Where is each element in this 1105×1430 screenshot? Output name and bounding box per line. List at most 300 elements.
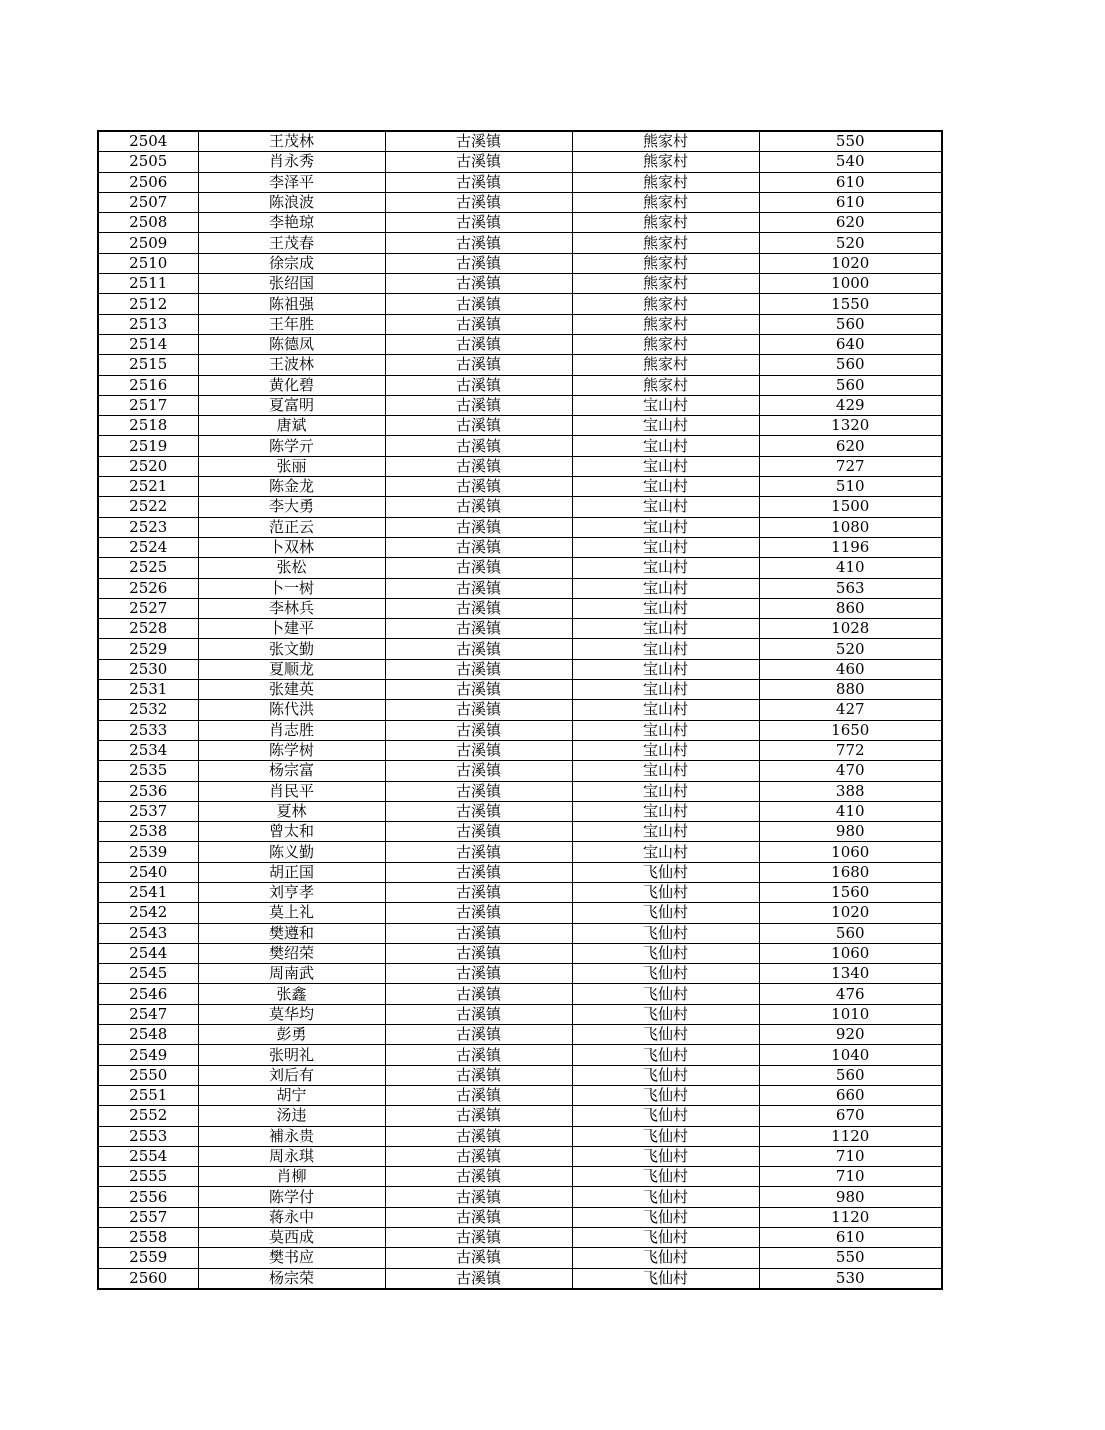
amount-cell: 670 — [759, 1106, 942, 1126]
town-cell: 古溪镇 — [385, 375, 572, 395]
name-cell: 陈金龙 — [198, 477, 385, 497]
town-cell: 古溪镇 — [385, 537, 572, 557]
town-cell: 古溪镇 — [385, 1004, 572, 1024]
table-row — [98, 131, 942, 152]
table-row — [98, 740, 942, 760]
village-cell: 熊家村 — [572, 274, 759, 294]
village-cell: 飞仙村 — [572, 943, 759, 963]
table-row — [98, 923, 942, 943]
amount-cell: 563 — [759, 578, 942, 598]
village-cell: 飞仙村 — [572, 1065, 759, 1085]
table-row — [98, 1146, 942, 1166]
village-cell: 飞仙村 — [572, 964, 759, 984]
amount-cell: 1340 — [759, 964, 942, 984]
amount-cell: 620 — [759, 436, 942, 456]
serial-number-cell: 2526 — [98, 578, 198, 598]
name-cell: 周南武 — [198, 964, 385, 984]
town-cell: 古溪镇 — [385, 659, 572, 679]
amount-cell: 1040 — [759, 1045, 942, 1065]
name-cell: 樊遵和 — [198, 923, 385, 943]
town-cell: 古溪镇 — [385, 720, 572, 740]
town-cell: 古溪镇 — [385, 233, 572, 253]
table-row — [98, 1004, 942, 1024]
town-cell: 古溪镇 — [385, 740, 572, 760]
amount-cell: 1120 — [759, 1126, 942, 1146]
serial-number-cell: 2508 — [98, 213, 198, 233]
town-cell: 古溪镇 — [385, 598, 572, 618]
serial-number-cell: 2531 — [98, 680, 198, 700]
village-cell: 宝山村 — [572, 477, 759, 497]
village-cell: 宝山村 — [572, 842, 759, 862]
table-row — [98, 416, 942, 436]
name-cell: 徐宗成 — [198, 253, 385, 273]
table-row — [98, 558, 942, 578]
table-row — [98, 822, 942, 842]
village-cell: 宝山村 — [572, 801, 759, 821]
serial-number-cell: 2553 — [98, 1126, 198, 1146]
table-row — [98, 943, 942, 963]
town-cell: 古溪镇 — [385, 497, 572, 517]
serial-number-cell: 2505 — [98, 152, 198, 172]
table-row — [98, 1248, 942, 1268]
village-cell: 飞仙村 — [572, 923, 759, 943]
town-cell: 古溪镇 — [385, 1126, 572, 1146]
serial-number-cell: 2539 — [98, 842, 198, 862]
village-cell: 熊家村 — [572, 213, 759, 233]
amount-cell: 1020 — [759, 903, 942, 923]
table-row — [98, 213, 942, 233]
serial-number-cell: 2559 — [98, 1248, 198, 1268]
town-cell: 古溪镇 — [385, 1167, 572, 1187]
serial-number-cell: 2528 — [98, 619, 198, 639]
table-row — [98, 233, 942, 253]
village-cell: 熊家村 — [572, 172, 759, 192]
table-row — [98, 1207, 942, 1227]
village-cell: 飞仙村 — [572, 1146, 759, 1166]
serial-number-cell: 2521 — [98, 477, 198, 497]
amount-cell: 1060 — [759, 842, 942, 862]
amount-cell: 1680 — [759, 862, 942, 882]
serial-number-cell: 2522 — [98, 497, 198, 517]
amount-cell: 427 — [759, 700, 942, 720]
table-row — [98, 294, 942, 314]
table-row — [98, 1126, 942, 1146]
table-row — [98, 436, 942, 456]
name-cell: 陈学树 — [198, 740, 385, 760]
serial-number-cell: 2532 — [98, 700, 198, 720]
amount-cell: 1028 — [759, 619, 942, 639]
name-cell: 刘后有 — [198, 1065, 385, 1085]
name-cell: 刘亨孝 — [198, 882, 385, 902]
amount-cell: 920 — [759, 1025, 942, 1045]
town-cell: 古溪镇 — [385, 558, 572, 578]
serial-number-cell: 2516 — [98, 375, 198, 395]
serial-number-cell: 2525 — [98, 558, 198, 578]
name-cell: 汤违 — [198, 1106, 385, 1126]
amount-cell: 560 — [759, 375, 942, 395]
table-row — [98, 1045, 942, 1065]
name-cell: 胡宁 — [198, 1085, 385, 1105]
name-cell: 陈学付 — [198, 1187, 385, 1207]
village-cell: 熊家村 — [572, 314, 759, 334]
amount-cell: 388 — [759, 781, 942, 801]
name-cell: 陈浪波 — [198, 192, 385, 212]
village-cell: 熊家村 — [572, 355, 759, 375]
town-cell: 古溪镇 — [385, 1228, 572, 1248]
table-row — [98, 862, 942, 882]
name-cell: 卜建平 — [198, 619, 385, 639]
amount-cell: 1060 — [759, 943, 942, 963]
town-cell: 古溪镇 — [385, 1187, 572, 1207]
serial-number-cell: 2506 — [98, 172, 198, 192]
amount-cell: 560 — [759, 355, 942, 375]
village-cell: 熊家村 — [572, 233, 759, 253]
amount-cell: 610 — [759, 1228, 942, 1248]
town-cell: 古溪镇 — [385, 1207, 572, 1227]
serial-number-cell: 2557 — [98, 1207, 198, 1227]
village-cell: 熊家村 — [572, 131, 759, 152]
name-cell: 王波林 — [198, 355, 385, 375]
town-cell: 古溪镇 — [385, 984, 572, 1004]
town-cell: 古溪镇 — [385, 1146, 572, 1166]
table-row — [98, 598, 942, 618]
town-cell: 古溪镇 — [385, 700, 572, 720]
name-cell: 夏富明 — [198, 395, 385, 415]
village-cell: 宝山村 — [572, 740, 759, 760]
table-row — [98, 274, 942, 294]
village-cell: 宝山村 — [572, 558, 759, 578]
serial-number-cell: 2513 — [98, 314, 198, 334]
table-row — [98, 334, 942, 354]
village-cell: 熊家村 — [572, 152, 759, 172]
village-cell: 飞仙村 — [572, 862, 759, 882]
town-cell: 古溪镇 — [385, 822, 572, 842]
table-row — [98, 720, 942, 740]
village-cell: 宝山村 — [572, 639, 759, 659]
village-cell: 熊家村 — [572, 294, 759, 314]
name-cell: 张鑫 — [198, 984, 385, 1004]
town-cell: 古溪镇 — [385, 842, 572, 862]
village-cell: 宝山村 — [572, 781, 759, 801]
table-row — [98, 680, 942, 700]
table-row — [98, 781, 942, 801]
amount-cell: 1550 — [759, 294, 942, 314]
serial-number-cell: 2518 — [98, 416, 198, 436]
village-cell: 飞仙村 — [572, 1025, 759, 1045]
town-cell: 古溪镇 — [385, 619, 572, 639]
name-cell: 张明礼 — [198, 1045, 385, 1065]
name-cell: 王茂春 — [198, 233, 385, 253]
town-cell: 古溪镇 — [385, 903, 572, 923]
village-cell: 熊家村 — [572, 375, 759, 395]
name-cell: 陈德凤 — [198, 334, 385, 354]
town-cell: 古溪镇 — [385, 761, 572, 781]
village-cell: 飞仙村 — [572, 1268, 759, 1289]
village-cell: 飞仙村 — [572, 1045, 759, 1065]
roster-table-body — [98, 131, 942, 1289]
table-row — [98, 355, 942, 375]
amount-cell: 980 — [759, 1187, 942, 1207]
amount-cell: 550 — [759, 1248, 942, 1268]
amount-cell: 520 — [759, 233, 942, 253]
town-cell: 古溪镇 — [385, 355, 572, 375]
amount-cell: 1320 — [759, 416, 942, 436]
table-row — [98, 253, 942, 273]
serial-number-cell: 2550 — [98, 1065, 198, 1085]
table-row — [98, 903, 942, 923]
amount-cell: 1500 — [759, 497, 942, 517]
table-row — [98, 477, 942, 497]
serial-number-cell: 2551 — [98, 1085, 198, 1105]
table-row — [98, 314, 942, 334]
town-cell: 古溪镇 — [385, 1106, 572, 1126]
village-cell: 熊家村 — [572, 253, 759, 273]
village-cell: 飞仙村 — [572, 1207, 759, 1227]
town-cell: 古溪镇 — [385, 334, 572, 354]
amount-cell: 530 — [759, 1268, 942, 1289]
serial-number-cell: 2519 — [98, 436, 198, 456]
village-cell: 宝山村 — [572, 680, 759, 700]
name-cell: 唐斌 — [198, 416, 385, 436]
amount-cell: 772 — [759, 740, 942, 760]
serial-number-cell: 2527 — [98, 598, 198, 618]
town-cell: 古溪镇 — [385, 1045, 572, 1065]
serial-number-cell: 2552 — [98, 1106, 198, 1126]
name-cell: 杨宗富 — [198, 761, 385, 781]
amount-cell: 510 — [759, 477, 942, 497]
amount-cell: 620 — [759, 213, 942, 233]
serial-number-cell: 2546 — [98, 984, 198, 1004]
serial-number-cell: 2520 — [98, 456, 198, 476]
amount-cell: 410 — [759, 801, 942, 821]
village-cell: 飞仙村 — [572, 1187, 759, 1207]
town-cell: 古溪镇 — [385, 253, 572, 273]
town-cell: 古溪镇 — [385, 882, 572, 902]
town-cell: 古溪镇 — [385, 416, 572, 436]
name-cell: 陈祖强 — [198, 294, 385, 314]
village-cell: 宝山村 — [572, 659, 759, 679]
town-cell: 古溪镇 — [385, 192, 572, 212]
amount-cell: 1080 — [759, 517, 942, 537]
town-cell: 古溪镇 — [385, 964, 572, 984]
serial-number-cell: 2560 — [98, 1268, 198, 1289]
town-cell: 古溪镇 — [385, 862, 572, 882]
name-cell: 卜双林 — [198, 537, 385, 557]
village-cell: 宝山村 — [572, 700, 759, 720]
serial-number-cell: 2536 — [98, 781, 198, 801]
serial-number-cell: 2555 — [98, 1167, 198, 1187]
name-cell: 李大勇 — [198, 497, 385, 517]
name-cell: 杨宗荣 — [198, 1268, 385, 1289]
name-cell: 莫西成 — [198, 1228, 385, 1248]
town-cell: 古溪镇 — [385, 314, 572, 334]
amount-cell: 710 — [759, 1146, 942, 1166]
amount-cell: 980 — [759, 822, 942, 842]
roster-table — [97, 130, 943, 1290]
name-cell: 樊书应 — [198, 1248, 385, 1268]
serial-number-cell: 2548 — [98, 1025, 198, 1045]
name-cell: 张丽 — [198, 456, 385, 476]
serial-number-cell: 2510 — [98, 253, 198, 273]
table-row — [98, 395, 942, 415]
village-cell: 飞仙村 — [572, 984, 759, 1004]
serial-number-cell: 2512 — [98, 294, 198, 314]
name-cell: 范正云 — [198, 517, 385, 537]
village-cell: 熊家村 — [572, 192, 759, 212]
name-cell: 肖柳 — [198, 1167, 385, 1187]
table-row — [98, 456, 942, 476]
serial-number-cell: 2537 — [98, 801, 198, 821]
name-cell: 李艳琼 — [198, 213, 385, 233]
table-row — [98, 984, 942, 1004]
amount-cell: 610 — [759, 192, 942, 212]
table-row — [98, 192, 942, 212]
table-row — [98, 659, 942, 679]
town-cell: 古溪镇 — [385, 923, 572, 943]
serial-number-cell: 2544 — [98, 943, 198, 963]
table-row — [98, 801, 942, 821]
town-cell: 古溪镇 — [385, 1025, 572, 1045]
serial-number-cell: 2540 — [98, 862, 198, 882]
table-row — [98, 761, 942, 781]
serial-number-cell: 2535 — [98, 761, 198, 781]
town-cell: 古溪镇 — [385, 1268, 572, 1289]
town-cell: 古溪镇 — [385, 294, 572, 314]
table-row — [98, 619, 942, 639]
amount-cell: 860 — [759, 598, 942, 618]
serial-number-cell: 2542 — [98, 903, 198, 923]
town-cell: 古溪镇 — [385, 801, 572, 821]
town-cell: 古溪镇 — [385, 436, 572, 456]
town-cell: 古溪镇 — [385, 517, 572, 537]
town-cell: 古溪镇 — [385, 1085, 572, 1105]
table-row — [98, 882, 942, 902]
serial-number-cell: 2543 — [98, 923, 198, 943]
town-cell: 古溪镇 — [385, 1065, 572, 1085]
village-cell: 宝山村 — [572, 537, 759, 557]
amount-cell: 550 — [759, 131, 942, 152]
name-cell: 张文勤 — [198, 639, 385, 659]
amount-cell: 1020 — [759, 253, 942, 273]
name-cell: 李林兵 — [198, 598, 385, 618]
town-cell: 古溪镇 — [385, 213, 572, 233]
serial-number-cell: 2507 — [98, 192, 198, 212]
amount-cell: 470 — [759, 761, 942, 781]
name-cell: 補永贵 — [198, 1126, 385, 1146]
serial-number-cell: 2556 — [98, 1187, 198, 1207]
village-cell: 飞仙村 — [572, 1004, 759, 1024]
town-cell: 古溪镇 — [385, 152, 572, 172]
name-cell: 陈代洪 — [198, 700, 385, 720]
village-cell: 飞仙村 — [572, 1085, 759, 1105]
name-cell: 肖永秀 — [198, 152, 385, 172]
amount-cell: 1560 — [759, 882, 942, 902]
village-cell: 飞仙村 — [572, 1126, 759, 1146]
table-row — [98, 964, 942, 984]
table-row — [98, 497, 942, 517]
village-cell: 飞仙村 — [572, 1167, 759, 1187]
amount-cell: 560 — [759, 1065, 942, 1085]
serial-number-cell: 2515 — [98, 355, 198, 375]
town-cell: 古溪镇 — [385, 1248, 572, 1268]
village-cell: 宝山村 — [572, 497, 759, 517]
name-cell: 陈义勤 — [198, 842, 385, 862]
table-row — [98, 1228, 942, 1248]
name-cell: 曾太和 — [198, 822, 385, 842]
town-cell: 古溪镇 — [385, 456, 572, 476]
table-row — [98, 1085, 942, 1105]
village-cell: 宝山村 — [572, 720, 759, 740]
village-cell: 熊家村 — [572, 334, 759, 354]
village-cell: 飞仙村 — [572, 1248, 759, 1268]
amount-cell: 1000 — [759, 274, 942, 294]
town-cell: 古溪镇 — [385, 395, 572, 415]
table-row — [98, 700, 942, 720]
town-cell: 古溪镇 — [385, 131, 572, 152]
serial-number-cell: 2530 — [98, 659, 198, 679]
name-cell: 肖志胜 — [198, 720, 385, 740]
town-cell: 古溪镇 — [385, 943, 572, 963]
serial-number-cell: 2523 — [98, 517, 198, 537]
town-cell: 古溪镇 — [385, 781, 572, 801]
amount-cell: 429 — [759, 395, 942, 415]
serial-number-cell: 2517 — [98, 395, 198, 415]
serial-number-cell: 2511 — [98, 274, 198, 294]
name-cell: 周永琪 — [198, 1146, 385, 1166]
name-cell: 王年胜 — [198, 314, 385, 334]
amount-cell: 1010 — [759, 1004, 942, 1024]
amount-cell: 410 — [759, 558, 942, 578]
serial-number-cell: 2549 — [98, 1045, 198, 1065]
name-cell: 莫华均 — [198, 1004, 385, 1024]
town-cell: 古溪镇 — [385, 578, 572, 598]
amount-cell: 640 — [759, 334, 942, 354]
amount-cell: 610 — [759, 172, 942, 192]
table-row — [98, 152, 942, 172]
village-cell: 飞仙村 — [572, 1106, 759, 1126]
village-cell: 宝山村 — [572, 517, 759, 537]
table-row — [98, 1167, 942, 1187]
village-cell: 宝山村 — [572, 456, 759, 476]
serial-number-cell: 2541 — [98, 882, 198, 902]
table-row — [98, 842, 942, 862]
table-row — [98, 172, 942, 192]
name-cell: 陈学亓 — [198, 436, 385, 456]
amount-cell: 520 — [759, 639, 942, 659]
serial-number-cell: 2554 — [98, 1146, 198, 1166]
village-cell: 飞仙村 — [572, 882, 759, 902]
name-cell: 胡正国 — [198, 862, 385, 882]
serial-number-cell: 2545 — [98, 964, 198, 984]
name-cell: 莫上礼 — [198, 903, 385, 923]
name-cell: 张绍国 — [198, 274, 385, 294]
name-cell: 王茂林 — [198, 131, 385, 152]
village-cell: 飞仙村 — [572, 903, 759, 923]
name-cell: 彭勇 — [198, 1025, 385, 1045]
name-cell: 樊绍荣 — [198, 943, 385, 963]
name-cell: 夏林 — [198, 801, 385, 821]
amount-cell: 1196 — [759, 537, 942, 557]
table-row — [98, 639, 942, 659]
town-cell: 古溪镇 — [385, 639, 572, 659]
amount-cell: 1120 — [759, 1207, 942, 1227]
amount-cell: 660 — [759, 1085, 942, 1105]
serial-number-cell: 2534 — [98, 740, 198, 760]
serial-number-cell: 2558 — [98, 1228, 198, 1248]
town-cell: 古溪镇 — [385, 172, 572, 192]
serial-number-cell: 2514 — [98, 334, 198, 354]
town-cell: 古溪镇 — [385, 477, 572, 497]
